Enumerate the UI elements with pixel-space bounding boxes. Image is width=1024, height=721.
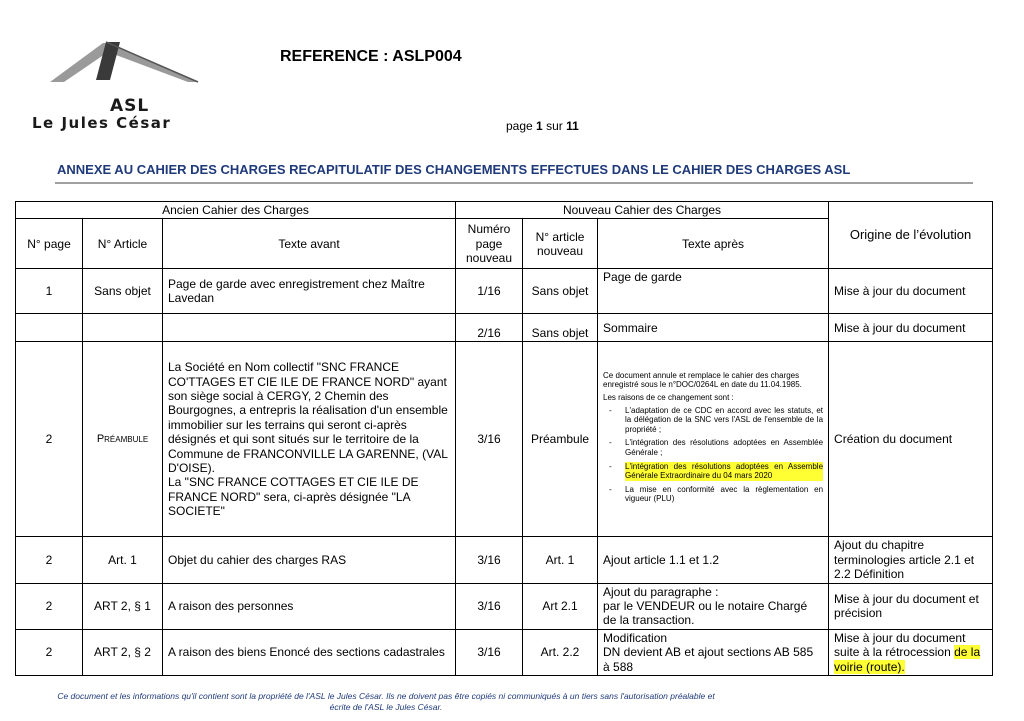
cell-old-article bbox=[83, 314, 163, 342]
table-group-header-row bbox=[16, 202, 993, 219]
cell-old-article: Art. 1 bbox=[83, 537, 163, 583]
col-old-article: N° Article bbox=[83, 219, 163, 269]
group-old-header: Ancien Cahier des Charges bbox=[16, 202, 456, 219]
cell-old-article: Préambule bbox=[83, 342, 163, 537]
logo-asl-text: ASL bbox=[110, 96, 150, 116]
origin-text: Mise à jour du document suite à la rétrocession bbox=[834, 630, 966, 660]
cell-text-after bbox=[598, 342, 829, 537]
cell-text-before: Page de garde avec enregistrement chez Maître Lavedan bbox=[163, 269, 456, 314]
cell-text-before bbox=[163, 314, 456, 342]
cell-text-after: Modification DN devient AB et ajout sections AB 585 à 588 bbox=[598, 629, 829, 675]
cell-old-page: 2 bbox=[16, 629, 83, 675]
cell-origin: Mise à jour du document et précision bbox=[829, 583, 993, 629]
footer-confidentiality: Ce document et les informations qu'il contient sont la propriété de l'ASL le Jules César. Ils ne doivent pas être copiés ni communiqués à un tiers sans l'autorisation préalable et écrite de l'ASL le Jules César. bbox=[57, 691, 715, 713]
changes-table bbox=[15, 201, 993, 676]
cell-origin: Mise à jour du document bbox=[829, 314, 993, 342]
cell-old-page: 2 bbox=[16, 583, 83, 629]
list-item-highlighted: - L'intégration des résolutions adoptées en Assemble Générale Extraordinaire du 04 mars 2020 bbox=[625, 462, 823, 481]
cell-new-article: Sans objet bbox=[523, 314, 598, 342]
list-item: - L'adaptation de ce CDC en accord avec les statuts, et la délégation de la SNC vers l'ASL de l'ensemble de la propriété ; bbox=[625, 406, 823, 435]
group-new-header: Nouveau Cahier des Charges bbox=[456, 202, 829, 219]
cell-origin: Création du document bbox=[829, 342, 993, 537]
table-row bbox=[16, 314, 993, 342]
cell-new-article: Sans objet bbox=[523, 269, 598, 314]
text-after-reasons: Les raisons de ce changement sont : bbox=[603, 393, 734, 403]
cell-origin: Mise à jour du document bbox=[829, 269, 993, 314]
origin-highlight: de la voirie (route). bbox=[834, 645, 981, 674]
page-sep: sur bbox=[546, 119, 563, 133]
cell-new-article: Préambule bbox=[523, 342, 598, 537]
cell-text-after: Ajout article 1.1 et 1.2 bbox=[598, 537, 829, 583]
cell-new-article: Art. 1 bbox=[523, 537, 598, 583]
cell-old-page: 2 bbox=[16, 342, 83, 537]
cell-text-after: Ajout du paragraphe : par le VENDEUR ou le notaire Chargé de la transaction. bbox=[598, 583, 829, 629]
text-after-intro: Ce document annule et remplace le cahier des charges enregistré sous le n°DOC/0264L en date du 11.04.1985. bbox=[603, 370, 802, 390]
cell-text-before: La Société en Nom collectif "SNC FRANCE CO'TTAGES ET CIE ILE DE FRANCE NORD" ayant son siège social à CERGY, 2 Chemin des Bourgognes, a entrepris la réalisation d'un ensemble immobilier sur les terrains qui seront ci-après désignés et qui sont situés sur le territoire de la Commune de FRANCONVILLE LA GARENNE, (VAL D'OISE). La "SNC FRANCE COTTAGES ET CIE ILE DE FRANCE NORD" sera, ci-après désignée "LA SOCIETE" bbox=[163, 342, 456, 537]
table-row bbox=[16, 629, 993, 675]
reasons-list bbox=[603, 406, 823, 504]
table-row bbox=[16, 269, 993, 314]
cell-origin: Ajout du chapitre terminologies article 2.1 et 2.2 Définition bbox=[829, 537, 993, 583]
cell-new-page: 3/16 bbox=[456, 537, 523, 583]
list-item: - La mise en conformité avec la règlementation en vigueur (PLU) bbox=[625, 485, 823, 504]
logo-name-text: Le Jules César bbox=[32, 114, 172, 132]
annex-title: ANNEXE AU CAHIER DES CHARGES RECAPITULATIF DES CHANGEMENTS EFFECTUES DANS LE CAHIER DES CHARGES ASL bbox=[57, 162, 851, 177]
cell-old-article: ART 2, § 2 bbox=[83, 629, 163, 675]
cell-new-page: 1/16 bbox=[456, 269, 523, 314]
col-text-after: Texte après bbox=[598, 219, 829, 269]
cell-old-page: 1 bbox=[16, 269, 83, 314]
page-prefix: page bbox=[506, 119, 533, 133]
asl-logo bbox=[28, 40, 238, 135]
house-roof-icon bbox=[28, 40, 238, 100]
list-item: - L'intégration des résolutions adoptées en Assemblée Générale ; bbox=[625, 438, 823, 457]
cell-old-page bbox=[16, 314, 83, 342]
cell-old-article: Sans objet bbox=[83, 269, 163, 314]
cell-old-article: ART 2, § 1 bbox=[83, 583, 163, 629]
page-total: 11 bbox=[566, 119, 579, 133]
cell-new-page: 3/16 bbox=[456, 583, 523, 629]
cell-new-page: 3/16 bbox=[456, 629, 523, 675]
col-text-before: Texte avant bbox=[163, 219, 456, 269]
cell-text-after: Sommaire bbox=[598, 314, 829, 342]
cell-origin bbox=[829, 629, 993, 675]
cell-text-after: Page de garde bbox=[598, 269, 829, 314]
reference-code: REFERENCE : ASLP004 bbox=[280, 48, 462, 65]
col-new-article: N° article nouveau bbox=[523, 219, 598, 269]
origin-header: Origine de l’évolution bbox=[829, 202, 993, 269]
table-row bbox=[16, 537, 993, 583]
table-row bbox=[16, 583, 993, 629]
page-current: 1 bbox=[536, 119, 543, 133]
page-number bbox=[506, 119, 579, 133]
cell-new-article: Art 2.1 bbox=[523, 583, 598, 629]
cell-new-page: 3/16 bbox=[456, 342, 523, 537]
cell-text-before: Objet du cahier des charges RAS bbox=[163, 537, 456, 583]
table-row bbox=[16, 342, 993, 537]
cell-text-before: A raison des personnes bbox=[163, 583, 456, 629]
col-old-page: N° page bbox=[16, 219, 83, 269]
cell-text-before: A raison des biens Enoncé des sections cadastrales bbox=[163, 629, 456, 675]
cell-new-article: Art. 2.2 bbox=[523, 629, 598, 675]
col-new-page: Numéro page nouveau bbox=[456, 219, 523, 269]
cell-new-page: 2/16 bbox=[456, 314, 523, 342]
cell-old-page: 2 bbox=[16, 537, 83, 583]
title-divider bbox=[55, 182, 973, 184]
